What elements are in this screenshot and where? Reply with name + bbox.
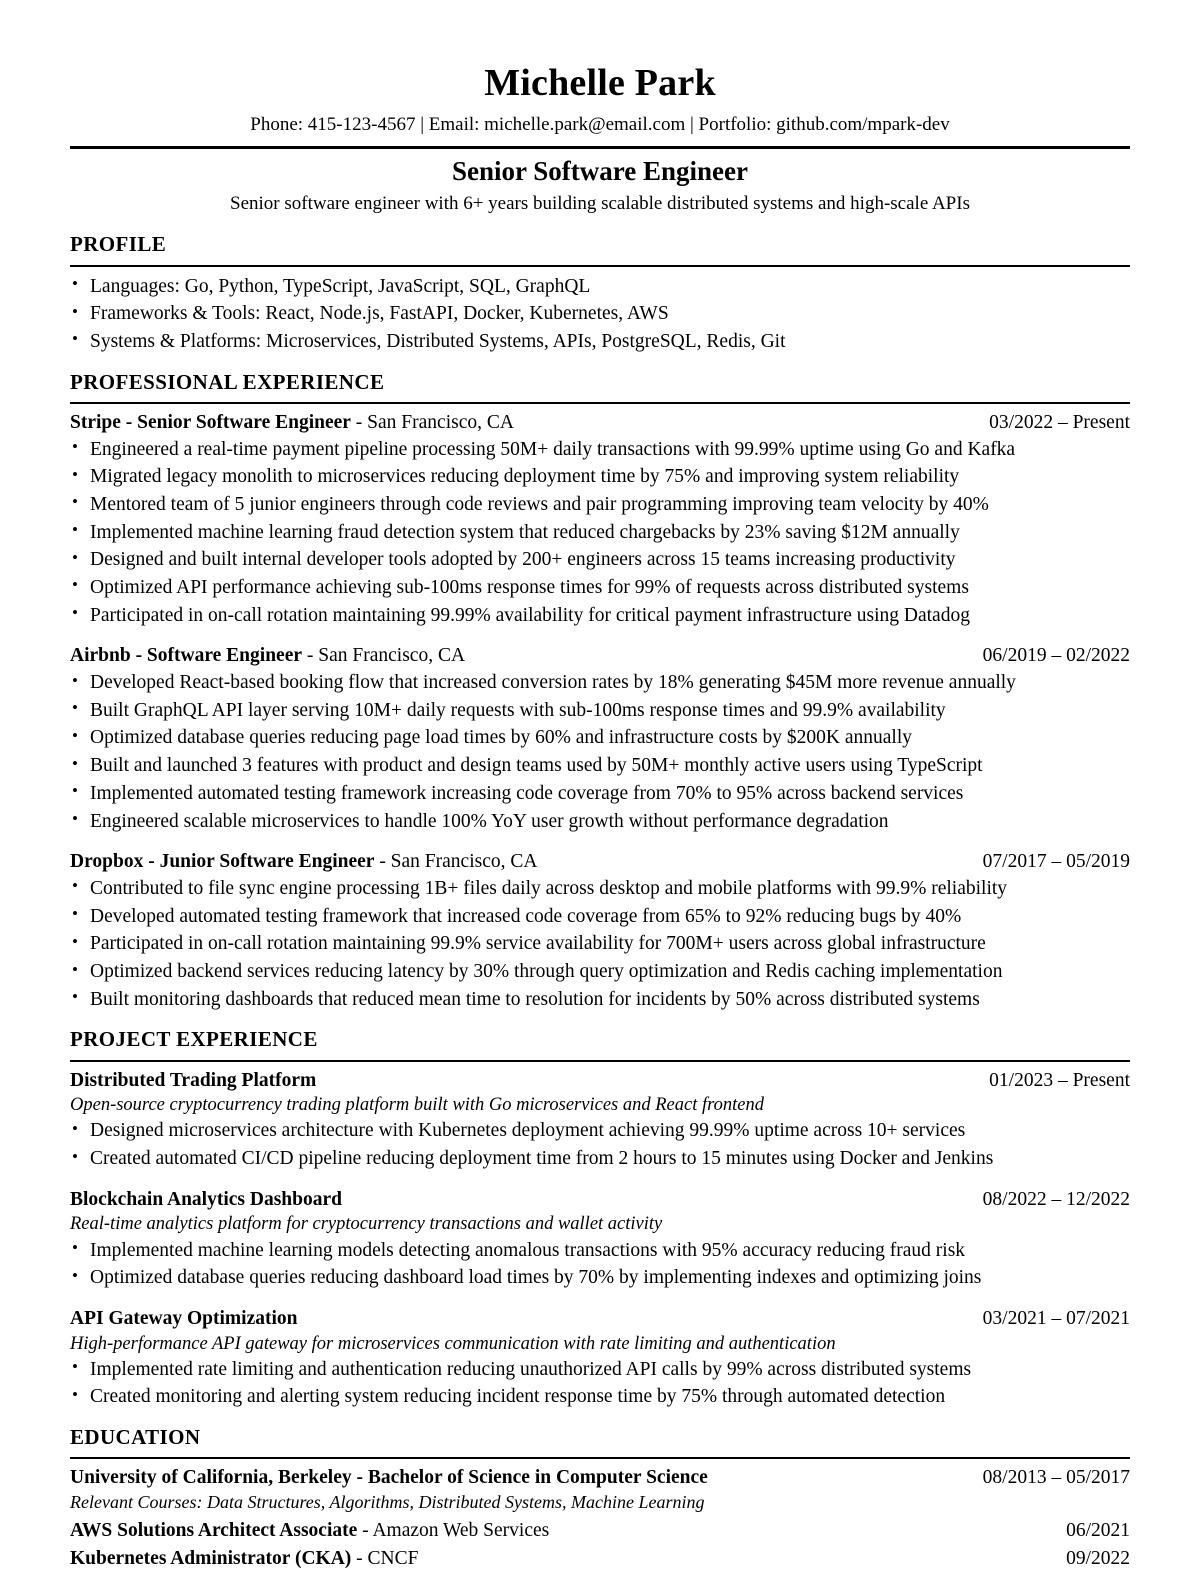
project-entry-header xyxy=(70,1068,1130,1094)
project-name xyxy=(70,1306,969,1332)
project-description: Open-source cryptocurrency trading platform built with Go microservices and React frontend xyxy=(70,1095,764,1116)
education-entry-title xyxy=(70,1465,969,1491)
list-item: • Designed microservices architecture with Kubernetes deployment achieving 99.99% uptime across 10+ services xyxy=(70,1117,1130,1145)
list-item: • Built monitoring dashboards that reduced mean time to resolution for incidents by 50% across distributed systems xyxy=(70,986,1130,1014)
relevant-courses: Relevant Courses: Data Structures, Algorithms, Distributed Systems, Machine Learning xyxy=(70,1491,705,1512)
employer-location: - San Francisco, CA xyxy=(374,851,538,873)
list-item: • Optimized backend services reducing latency by 30% through query optimization and Redis caching implementation xyxy=(70,958,1130,986)
project-bullet-list xyxy=(70,1117,1130,1172)
education-entry xyxy=(70,1518,1130,1544)
list-item: • Contributed to file sync engine processing 1B+ files daily across desktop and mobile platforms with 99.9% reliability xyxy=(70,875,1130,903)
employer-location: - San Francisco, CA xyxy=(350,411,514,433)
experience-entry-header xyxy=(70,410,1130,436)
education-entry-header xyxy=(70,1518,1130,1544)
experience-entry-date: 07/2017 – 05/2019 xyxy=(982,851,1130,873)
education-entry xyxy=(70,1465,1130,1514)
list-item: • Implemented machine learning fraud detection system that reduced chargebacks by 23% saving $12M annually xyxy=(70,519,1130,547)
section-title-profile: PROFILE xyxy=(70,232,167,257)
section-divider-education xyxy=(70,1457,1130,1459)
project-name xyxy=(70,1068,975,1094)
education-entry-title xyxy=(70,1546,1052,1572)
section-title-experience: PROFESSIONAL EXPERIENCE xyxy=(70,369,385,394)
list-item: • Systems & Platforms: Microservices, Distributed Systems, APIs, PostgreSQL, Redis, Git xyxy=(70,328,1130,356)
experience-bullet-list xyxy=(70,436,1130,630)
project-title: Blockchain Analytics Dashboard xyxy=(70,1188,342,1210)
certification-name: Kubernetes Administrator (CKA) xyxy=(70,1548,352,1570)
section-title-education: EDUCATION xyxy=(70,1425,201,1450)
project-title: API Gateway Optimization xyxy=(70,1307,298,1329)
experience-entry-header xyxy=(70,849,1130,875)
contact-line: Phone: 415-123-4567 | Email: michelle.park@email.com | Portfolio: github.com/mpark-dev xyxy=(250,113,950,135)
experience-body xyxy=(70,410,1130,1014)
experience-entry xyxy=(70,849,1130,1013)
institution-and-degree: University of California, Berkeley - Bachelor of Science in Computer Science xyxy=(70,1467,708,1489)
job-headline: Senior Software Engineer xyxy=(452,156,748,187)
education-entry-header xyxy=(70,1465,1130,1491)
certification-name: AWS Solutions Architect Associate xyxy=(70,1520,358,1542)
experience-entry-title xyxy=(70,410,975,436)
profile-list xyxy=(70,273,1130,356)
project-entry-date: 01/2023 – Present xyxy=(989,1069,1130,1091)
list-item: • Engineered scalable microservices to handle 100% YoY user growth without performance degradation xyxy=(70,808,1130,836)
education-entry xyxy=(70,1546,1130,1572)
experience-entry-title xyxy=(70,849,969,875)
resume-header xyxy=(70,62,1130,216)
education-body xyxy=(70,1465,1130,1572)
list-item: • Participated in on-call rotation maintaining 99.99% availability for critical payment infrastructure using Datadog xyxy=(70,602,1130,630)
list-item: • Developed React-based booking flow that increased conversion rates by 18% generating $45M more revenue annually xyxy=(70,669,1130,697)
education-entry-header xyxy=(70,1546,1130,1572)
list-item: • Created automated CI/CD pipeline reducing deployment time from 2 hours to 15 minutes using Docker and Jenkins xyxy=(70,1145,1130,1173)
header-divider xyxy=(70,146,1130,149)
section-divider-experience xyxy=(70,402,1130,404)
list-item: • Migrated legacy monolith to microservices reducing deployment time by 75% and improving system reliability xyxy=(70,463,1130,491)
list-item: • Languages: Go, Python, TypeScript, JavaScript, SQL, GraphQL xyxy=(70,273,1130,301)
list-item: • Optimized database queries reducing dashboard load times by 70% by implementing indexes and optimizing joins xyxy=(70,1264,1130,1292)
project-entry-date: 08/2022 – 12/2022 xyxy=(982,1188,1130,1210)
section-profile xyxy=(70,232,1130,355)
projects-body xyxy=(70,1068,1130,1411)
certification-issuer: - Amazon Web Services xyxy=(357,1520,550,1542)
list-item: • Built GraphQL API layer serving 10M+ daily requests with sub-100ms response times and 99.9% availability xyxy=(70,697,1130,725)
project-entry-header xyxy=(70,1306,1130,1332)
project-entry-header xyxy=(70,1187,1130,1213)
list-item: • Mentored team of 5 junior engineers through code reviews and pair programming improving team velocity by 40% xyxy=(70,491,1130,519)
professional-summary: Senior software engineer with 6+ years building scalable distributed systems and high-scale APIs xyxy=(230,192,970,214)
list-item: • Engineered a real-time payment pipeline processing 50M+ daily transactions with 99.99% uptime using Go and Kafka xyxy=(70,436,1130,464)
project-bullet-list xyxy=(70,1356,1130,1411)
list-item: • Frameworks & Tools: React, Node.js, FastAPI, Docker, Kubernetes, AWS xyxy=(70,300,1130,328)
employer-and-role: Airbnb - Software Engineer xyxy=(70,645,303,667)
section-divider-profile xyxy=(70,265,1130,267)
section-divider-projects xyxy=(70,1060,1130,1062)
section-education xyxy=(70,1425,1130,1572)
project-title: Distributed Trading Platform xyxy=(70,1069,317,1091)
project-entry xyxy=(70,1306,1130,1411)
experience-entry xyxy=(70,643,1130,835)
project-entry xyxy=(70,1187,1130,1292)
candidate-name: Michelle Park xyxy=(484,62,716,104)
education-entry-date: 06/2021 xyxy=(1066,1520,1130,1542)
list-item: • Implemented rate limiting and authentication reducing unauthorized API calls by 99% across distributed systems xyxy=(70,1356,1130,1384)
list-item: • Created monitoring and alerting system reducing incident response time by 75% through automated detection xyxy=(70,1383,1130,1411)
section-project-experience xyxy=(70,1027,1130,1411)
project-entry-date: 03/2021 – 07/2021 xyxy=(982,1307,1130,1329)
certification-issuer: - CNCF xyxy=(351,1548,419,1570)
employer-and-role: Dropbox - Junior Software Engineer xyxy=(70,851,375,873)
list-item: • Implemented automated testing framework increasing code coverage from 70% to 95% across backend services xyxy=(70,780,1130,808)
experience-entry-date: 03/2022 – Present xyxy=(989,411,1130,433)
experience-bullet-list xyxy=(70,669,1130,835)
list-item: • Participated in on-call rotation maintaining 99.9% service availability for 700M+ users across global infrastructure xyxy=(70,930,1130,958)
project-name xyxy=(70,1187,969,1213)
experience-entry-title xyxy=(70,643,969,669)
education-entry-title xyxy=(70,1518,1052,1544)
section-professional-experience xyxy=(70,370,1130,1014)
section-title-projects: PROJECT EXPERIENCE xyxy=(70,1027,318,1052)
experience-entry xyxy=(70,410,1130,630)
experience-entry-header xyxy=(70,643,1130,669)
employer-location: - San Francisco, CA xyxy=(302,645,466,667)
list-item: • Developed automated testing framework that increased code coverage from 65% to 92% reducing bugs by 40% xyxy=(70,903,1130,931)
list-item: • Built and launched 3 features with product and design teams used by 50M+ monthly active users using TypeScript xyxy=(70,752,1130,780)
project-description: High-performance API gateway for microservices communication with rate limiting and authentication xyxy=(70,1333,836,1354)
project-entry xyxy=(70,1068,1130,1173)
list-item: • Optimized database queries reducing page load times by 60% and infrastructure costs by $200K annually xyxy=(70,724,1130,752)
education-entry-date: 08/2013 – 05/2017 xyxy=(982,1467,1130,1489)
profile-body xyxy=(70,273,1130,356)
experience-bullet-list xyxy=(70,875,1130,1013)
employer-and-role: Stripe - Senior Software Engineer xyxy=(70,411,351,433)
experience-entry-date: 06/2019 – 02/2022 xyxy=(982,645,1130,667)
project-description: Real-time analytics platform for cryptocurrency transactions and wallet activity xyxy=(70,1214,663,1235)
list-item: • Designed and built internal developer tools adopted by 200+ engineers across 15 teams increasing productivity xyxy=(70,546,1130,574)
project-bullet-list xyxy=(70,1237,1130,1292)
list-item: • Optimized API performance achieving sub-100ms response times for 99% of requests across distributed systems xyxy=(70,574,1130,602)
list-item: • Implemented machine learning models detecting anomalous transactions with 95% accuracy reducing fraud risk xyxy=(70,1237,1130,1265)
education-entry-date: 09/2022 xyxy=(1066,1548,1130,1570)
